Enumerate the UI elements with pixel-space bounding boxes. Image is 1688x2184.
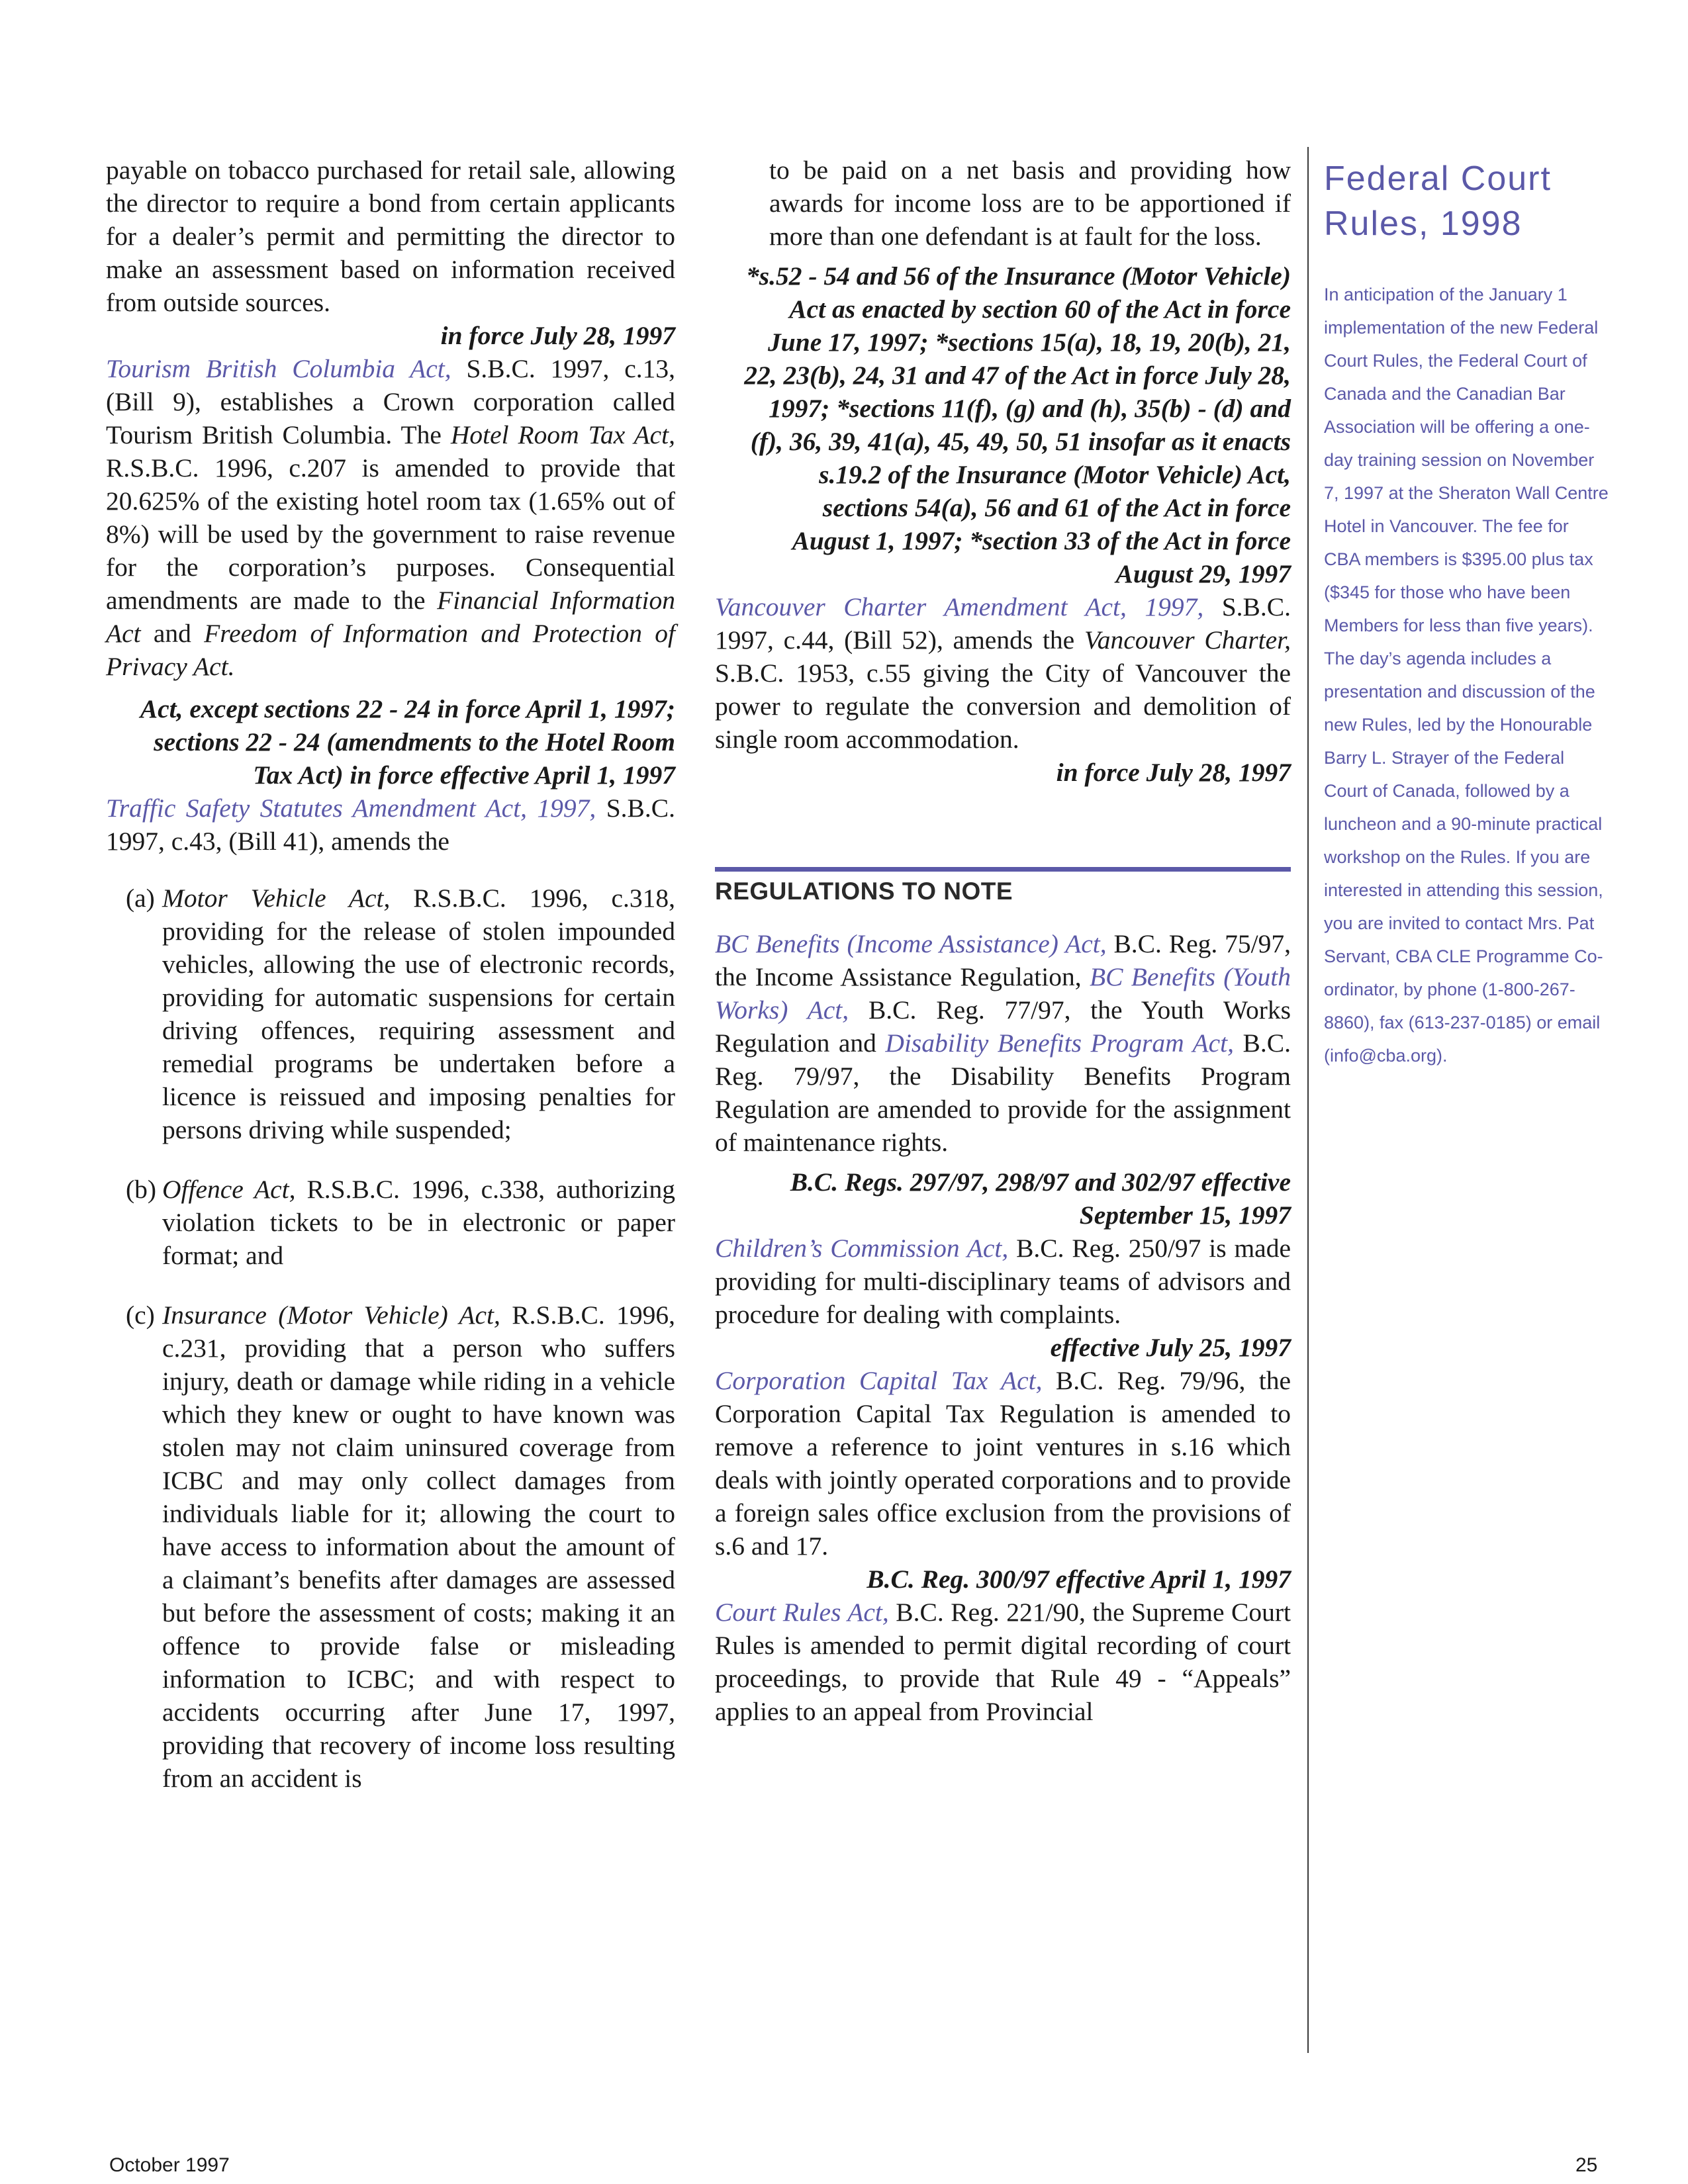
list-item-c xyxy=(106,1298,675,1795)
tourism-force-line-2: sections 22 - 24 (amendments to the Hotel Room xyxy=(154,727,675,756)
insurance-force-block: *s.52 - 54 and 56 of the Insurance (Motor Vehicle) Act as enacted by section 60 of the Act in force June 17, 1997; *sections 15(a), 18, 19, 20(b), 21, 22, 23(b), 24, 31 and 47 of the Act in force July 28, 1997; *sections 11(f), (g) and (h), 35(b) - (d) and (f), 36, 39, 41(a), 45, 49, 50, 51 insofar as it enacts s.19.2 of the Insurance (Motor Vehicle) Act, sections 54(a), 56 and 61 of the Act in force August 1, 1997; *section 33 of the Act in force August 29, 1997 xyxy=(744,261,1291,588)
bc-benefits-youth-act-title: BC Benefits (Youth Works) Act, xyxy=(715,962,1291,1024)
corporation-force-line: B.C. Reg. 300/97 effective April 1, 1997 xyxy=(867,1565,1291,1594)
tourism-act-title: Tourism British Columbia Act, xyxy=(106,354,451,383)
sidebar-divider xyxy=(1307,147,1309,2053)
bc-benefits-text-1: B.C. Reg. 75/97, the Income Assistance Regulation, xyxy=(715,929,1291,991)
list-item-b xyxy=(106,1173,675,1272)
bc-benefits-force-line-2: September 15, 1997 xyxy=(1079,1201,1291,1230)
continuation-paragraph: to be paid on a net basis and providing how awards for income loss are to be apportioned if more than one defendant is at fault for the loss. xyxy=(769,156,1291,251)
vancouver-text-1: S.B.C. 1997, c.44, (Bill 52), amends the xyxy=(715,592,1291,655)
traffic-entry xyxy=(106,792,675,858)
tourism-force-line-1: Act, except sections 22 - 24 in force April 1, 1997; xyxy=(140,694,675,723)
sidebar-body: In anticipation of the January 1 implementation of the new Federal Court Rules, the Federal Court of Canada and the Canadian Bar Association will be offering a one-day training session on November 7, 1997 at the Sheraton Wall Centre Hotel in Vancouver. The fee for CBA members is $395.00 plus tax ($345 for those who have been Members for less than five years). The day’s agenda includes a presentation and discussion of the new Rules, led by the Honourable Barry L. Strayer of the Federal Court of Canada, followed by a luncheon and a 90-minute practical workshop on the Rules. If you are interested in attending this session, you are invited to contact Mrs. Pat Servant, CBA CLE Programme Co-ordinator, by phone (1-800-267-8860), fax (613-237-0185) or email (info@cba.org). xyxy=(1324,285,1609,1066)
sidebar xyxy=(1324,156,1609,1090)
offence-act-ref: Offence Act, xyxy=(162,1175,296,1204)
list-item-text: R.S.B.C. 1996, c.231, providing that a person who suffers injury, death or damage while riding in a vehicle which they knew or ought to have known was stolen may not claim uninsured coverage from ICBC and may only collect damages from individuals liable for it; allowing the court to have access to information about the amount of a claimant’s benefits after damages are assessed but before the assessment of costs; making it an offence to provide false or misleading information to ICBC; and with respect to accidents occurring after June 17, 1997, providing that recovery of income loss resulting from an accident is xyxy=(162,1300,675,1793)
corporation-text: B.C. Reg. 79/96, the Corporation Capital Tax Regulation is amended to remove a reference to joint ventures in s.16 which deals with jointly operated corporations and to provide a foreign sales office exclusion from the provisions of s.6 and 17. xyxy=(715,1366,1291,1561)
court-rules-act-title: Court Rules Act, xyxy=(715,1598,889,1627)
insurance-act-ref: Insurance (Motor Vehicle) Act, xyxy=(162,1300,500,1330)
section-divider xyxy=(715,867,1291,872)
traffic-act-title: Traffic Safety Statutes Amendment Act, 1997, xyxy=(106,794,596,823)
left-column xyxy=(106,154,675,1795)
vancouver-force-line: in force July 28, 1997 xyxy=(1056,758,1291,787)
childrens-entry xyxy=(715,1232,1291,1331)
traffic-text: S.B.C. 1997, c.43, (Bill 41), amends the xyxy=(106,794,675,856)
corporation-entry xyxy=(715,1364,1291,1563)
court-rules-text: B.C. Reg. 221/90, the Supreme Court Rules is amended to permit digital recording of court proceedings, to provide that Rule 49 - “Appeals” applies to an appeal from Provincial xyxy=(715,1598,1291,1726)
motor-vehicle-act-ref: Motor Vehicle Act, xyxy=(162,884,391,913)
bc-benefits-text-3: B.C. Reg. 79/97, the Disability Benefits Program Regulation are amended to provide for the assignment of maintenance rights. xyxy=(715,1028,1291,1157)
court-rules-entry xyxy=(715,1596,1291,1728)
hotel-room-tax-act-ref: Hotel Room Tax Act, xyxy=(450,420,675,449)
vancouver-text-2: S.B.C. 1953, c.55 giving the City of Vancouver the power to regulate the conversion and demolition of single room accommodation. xyxy=(715,659,1291,754)
list-item-text: R.S.B.C. 1996, c.318, providing for the release of stolen impounded vehicles, allowing the use of electronic records, providing for automatic suspensions for certain driving offences, requiring assessment and remedial programs be undertaken before a licence is reissued and imposing penalties for persons driving while suspended; xyxy=(162,884,675,1144)
tourism-entry xyxy=(106,352,675,683)
tourism-text-2: R.S.B.C. 1996, c.207 is amended to provide that 20.625% of the existing hotel room tax (1.65% out of 8%) will be used by the government to raise revenue for the corporation’s purposes. Consequential amendments are made to the xyxy=(106,453,675,615)
footer-date: October 1997 xyxy=(109,2154,230,2176)
intro-force-line: in force July 28, 1997 xyxy=(440,321,675,350)
childrens-act-title: Children’s Commission Act, xyxy=(715,1234,1009,1263)
bc-benefits-text-2: B.C. Reg. 77/97, the Youth Works Regulation and xyxy=(715,995,1291,1058)
financial-information-act-ref: Financial Information Act xyxy=(106,586,675,648)
disability-act-title: Disability Benefits Program Act, xyxy=(885,1028,1235,1058)
childrens-force-line: effective July 25, 1997 xyxy=(1050,1333,1291,1362)
corporation-act-title: Corporation Capital Tax Act, xyxy=(715,1366,1043,1395)
tourism-text-3: and xyxy=(140,619,205,648)
page-number: 25 xyxy=(1575,2154,1598,2176)
bc-benefits-entry xyxy=(715,927,1291,1159)
list-item-label: (c) xyxy=(126,1300,155,1330)
tourism-text-1: S.B.C. 1997, c.13, (Bill 9), establishes a Crown corporation called Tourism British Columbia. The xyxy=(106,354,675,449)
childrens-text: B.C. Reg. 250/97 is made providing for multi-disciplinary teams of advisors and procedure for dealing with complaints. xyxy=(715,1234,1291,1329)
vancouver-act-title: Vancouver Charter Amendment Act, 1997, xyxy=(715,592,1204,621)
list-item-text: R.S.B.C. 1996, c.338, authorizing violation tickets to be in electronic or paper format; and xyxy=(162,1175,675,1270)
foi-act-ref: Freedom of Information and Protection of Privacy Act. xyxy=(106,619,675,681)
list-item-label: (a) xyxy=(126,884,155,913)
sidebar-title: Federal Court Rules, 1998 xyxy=(1324,159,1552,243)
list-item-a xyxy=(106,882,675,1146)
intro-paragraph: payable on tobacco purchased for retail sale, allowing the director to require a bond from certain applicants for a dealer’s permit and permitting the director to make an assessment based on information received from outside sources. xyxy=(106,156,675,317)
list-item-label: (b) xyxy=(126,1175,157,1204)
bc-benefits-income-act-title: BC Benefits (Income Assistance) Act, xyxy=(715,929,1107,958)
middle-column xyxy=(715,154,1291,1728)
vancouver-charter-ref: Vancouver Charter, xyxy=(1084,625,1291,655)
tourism-force-line-3: Tax Act) in force effective April 1, 1997 xyxy=(253,760,675,790)
section-heading: REGULATIONS TO NOTE xyxy=(715,878,1013,905)
vancouver-entry xyxy=(715,590,1291,756)
bc-benefits-force-line-1: B.C. Regs. 297/97, 298/97 and 302/97 effective xyxy=(790,1167,1291,1197)
